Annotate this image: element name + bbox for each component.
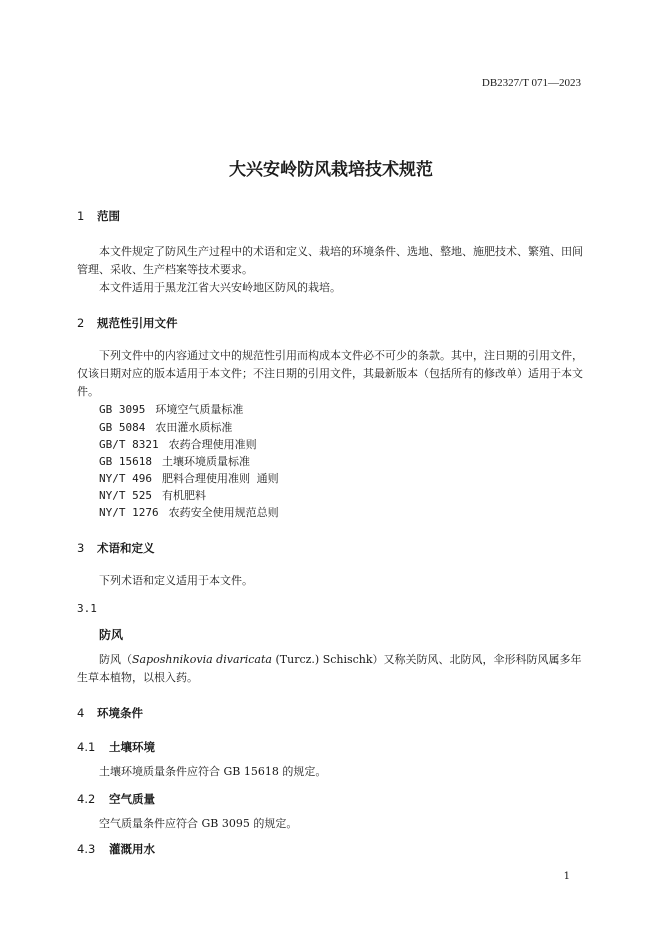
section-1-heading (77, 208, 120, 224)
section-title: 术语和定义 (97, 541, 155, 555)
document-code: DB2327/T 071—2023 (481, 77, 581, 89)
latin-name: Saposhnikovia divaricata (132, 653, 272, 666)
reference-item: GB 15618 土壤环境质量标准 (99, 455, 250, 468)
document-title: 大兴安岭防风栽培技术规范 (229, 160, 433, 180)
term-number: 3.1 (77, 602, 97, 615)
subsection-title: 空气质量 (109, 792, 155, 806)
paragraph: 空气质量条件应符合 GB 3095 的规定。 (99, 817, 298, 830)
term-definition: 防风（Saposhnikovia divaricata (Turcz.) Schischk）又称关防风、北防风，伞形科防风属多年生草本植物，以根入药。 (77, 653, 582, 684)
section-number: 1 (77, 209, 85, 223)
page-number: 1 (563, 871, 570, 882)
paragraph: 本文件适用于黑龙江省大兴安岭地区防风的栽培。 (99, 281, 341, 294)
paragraph: 土壤环境质量条件应符合 GB 15618 的规定。 (99, 765, 327, 778)
section-number: 2 (77, 316, 85, 330)
subsection-4-3-heading (77, 841, 155, 857)
subsection-number: 4.2 (77, 792, 96, 806)
reference-item: GB 5084 农田灌水质标准 (99, 421, 233, 434)
subsection-number: 4.1 (77, 740, 96, 754)
paragraph: 下列术语和定义适用于本文件。 (99, 574, 253, 587)
subsection-title: 灌溉用水 (109, 842, 155, 856)
reference-item: GB/T 8321 农药合理使用准则 (99, 438, 257, 451)
reference-item: NY/T 496 肥料合理使用准则 通则 (99, 472, 279, 485)
term-name: 防风 (99, 628, 124, 642)
section-number: 4 (77, 706, 85, 720)
section-2-heading (77, 315, 178, 331)
paragraph: 下列文件中的内容通过文中的规范性引用而构成本文件必不可少的条款。其中，注日期的引用文件，仅该日期对应的版本适用于本文件；不注日期的引用文件，其最新版本（包括所有的修改单）适用于本文件。 (77, 349, 583, 398)
reference-item: GB 3095 环境空气质量标准 (99, 403, 244, 416)
section-4-heading (77, 705, 143, 721)
section-3-heading (77, 540, 155, 556)
reference-item: NY/T 525 有机肥料 (99, 489, 206, 502)
section-title: 环境条件 (97, 706, 143, 720)
section-title: 规范性引用文件 (97, 316, 178, 330)
subsection-number: 4.3 (77, 842, 96, 856)
subsection-4-1-heading (77, 739, 155, 755)
section-title: 范围 (97, 209, 120, 223)
reference-item: NY/T 1276 农药安全使用规范总则 (99, 506, 279, 519)
subsection-4-2-heading (77, 791, 155, 807)
paragraph: 本文件规定了防风生产过程中的术语和定义、栽培的环境条件、选地、整地、施肥技术、繁殖、田间管理、采收、生产档案等技术要求。 (77, 245, 583, 276)
section-number: 3 (77, 541, 85, 555)
subsection-title: 土壤环境 (109, 740, 155, 754)
